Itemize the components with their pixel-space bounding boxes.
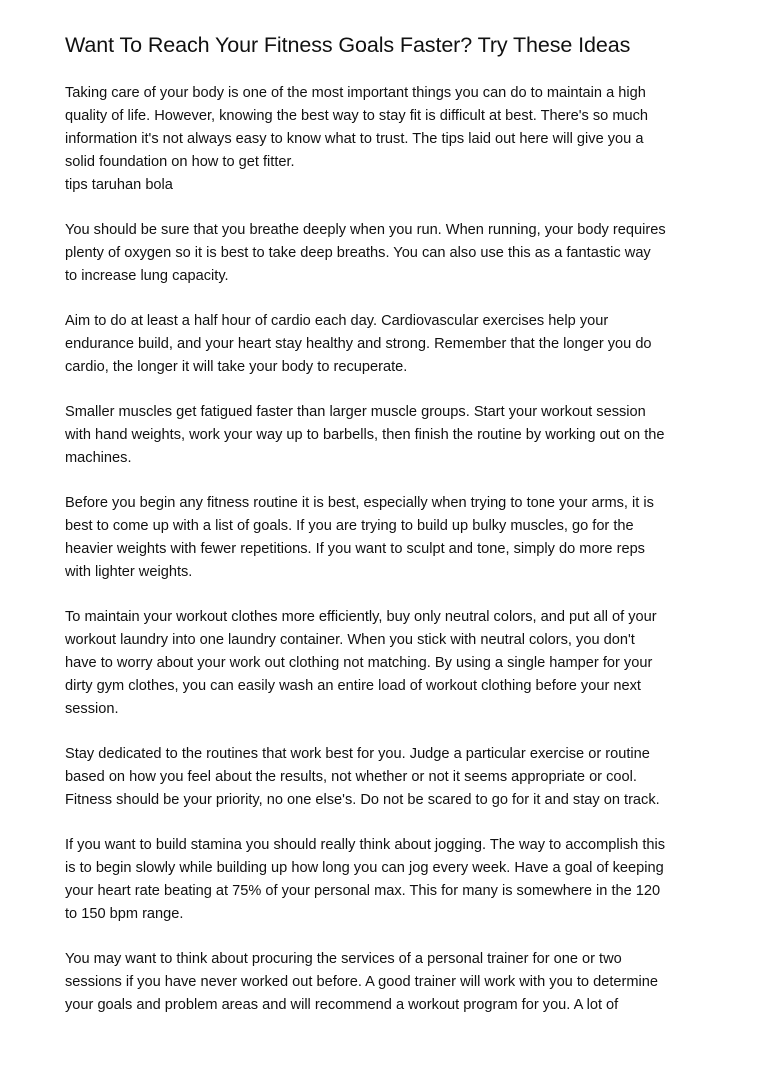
document-body [65,82,707,1039]
paragraph-line: Stay dedicated to the routines that work best for you. Judge a particular exercise or routine [65,746,650,762]
paragraph-line: best to come up with a list of goals. If you are trying to build up bulky muscles, go for the [65,518,634,534]
paragraph-line: to 150 bpm range. [65,906,184,922]
paragraph-line: your goals and problem areas and will recommend a workout program for you. A lot of [65,997,619,1013]
paragraph [65,834,707,926]
paragraph-line: Aim to do at least a half hour of cardio each day. Cardiovascular exercises help your [65,313,609,329]
paragraph-line: quality of life. However, knowing the best way to stay fit is difficult at best. There's so much [65,108,649,124]
paragraph-line: your heart rate beating at 75% of your personal max. This for many is somewhere in the 120 [65,883,661,899]
paragraph [65,310,707,379]
paragraph [65,219,707,288]
paragraph-line: plenty of oxygen so it is best to take deep breaths. You can also use this as a fantastic way [65,245,651,261]
paragraph-line: cardio, the longer it will take your body to recuperate. [65,359,408,375]
paragraph [65,492,707,584]
paragraph-line: with hand weights, work your way up to barbells, then finish the routine by working out on the [65,427,665,443]
paragraph-line: endurance build, and your heart stay healthy and strong. Remember that the longer you do [65,336,652,352]
paragraph-line: based on how you feel about the results, not whether or not it seems appropriate or cool. [65,769,637,785]
paragraph [65,82,707,197]
paragraph-line: Before you begin any fitness routine it is best, especially when trying to tone your arms, it is [65,495,654,511]
paragraph-line: machines. [65,450,132,466]
paragraph-line: Taking care of your body is one of the most important things you can do to maintain a high [65,85,646,101]
paragraph-line: to increase lung capacity. [65,268,229,284]
paragraph-line: with lighter weights. [65,564,193,580]
paragraph-line: solid foundation on how to get fitter. [65,154,295,170]
paragraph [65,948,707,1017]
paragraph-line: If you want to build stamina you should really think about jogging. The way to accomplish this [65,837,666,853]
paragraph-line: heavier weights with fewer repetitions. If you want to sculpt and tone, simply do more reps [65,541,645,557]
paragraph-line: tips taruhan bola [65,177,173,193]
paragraph-line: is to begin slowly while building up how long you can jog every week. Have a goal of keeping [65,860,664,876]
paragraph [65,743,707,812]
paragraph [65,401,707,470]
paragraph-line: You should be sure that you breathe deeply when you run. When running, your body requires [65,222,666,238]
paragraph-line: dirty gym clothes, you can easily wash an entire load of workout clothing before your next [65,678,641,694]
paragraph-line: session. [65,701,119,717]
paragraph-line: have to worry about your work out clothing not matching. By using a single hamper for your [65,655,653,671]
paragraph-line: To maintain your workout clothes more efficiently, buy only neutral colors, and put all of your [65,609,657,625]
paragraph-line: You may want to think about procuring the services of a personal trainer for one or two [65,951,622,967]
paragraph-line: sessions if you have never worked out before. A good trainer will work with you to determine [65,974,658,990]
paragraph-line: workout laundry into one laundry container. When you stick with neutral colors, you don't [65,632,635,648]
paragraph [65,606,707,721]
paragraph-line: information it's not always easy to know what to trust. The tips laid out here will give you a [65,131,644,147]
paragraph-line: Fitness should be your priority, no one else's. Do not be scared to go for it and stay on track. [65,792,660,808]
paragraph-line: Smaller muscles get fatigued faster than larger muscle groups. Start your workout session [65,404,646,420]
page-title: Want To Reach Your Fitness Goals Faster? Try These Ideas [65,33,631,57]
